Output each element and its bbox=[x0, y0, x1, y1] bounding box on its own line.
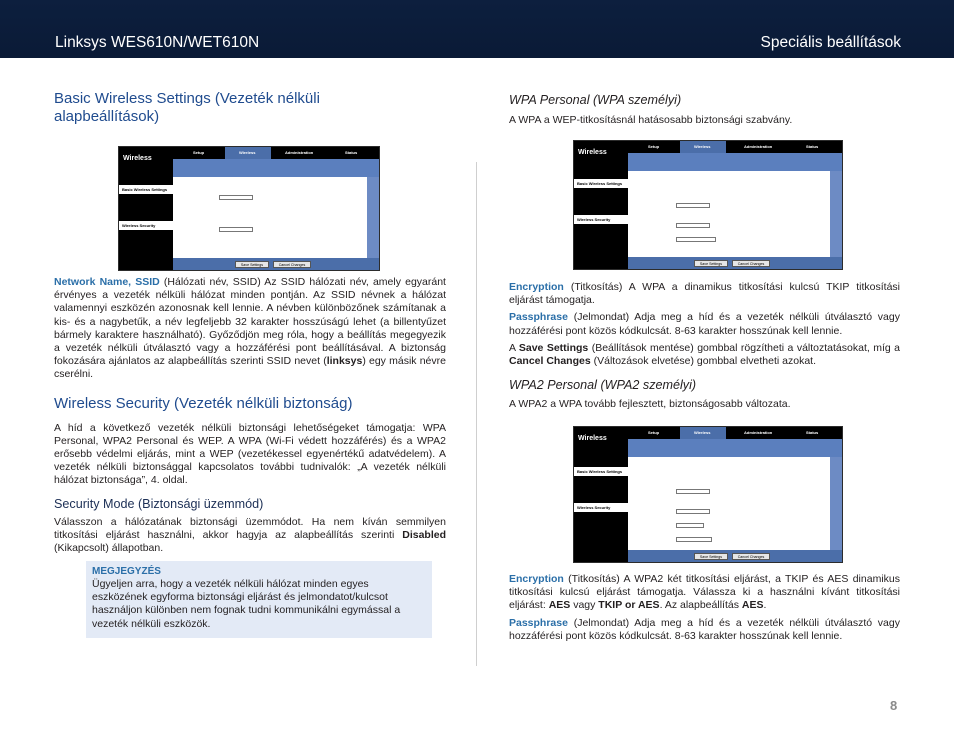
screenshot-title: Wireless bbox=[578, 435, 607, 442]
paragraph-wpa: A WPA a WEP-titkosításnál hatásosabb biztonsági szabvány. bbox=[509, 114, 793, 126]
subheading-wpa2-personal: WPA2 Personal (WPA2 személyi) bbox=[509, 378, 697, 393]
section-title-basic: Basic Wireless Settings (Vezeték nélküli alapbeállítások) bbox=[54, 90, 320, 125]
subheading-wpa-personal: WPA Personal (WPA személyi) bbox=[509, 93, 682, 107]
screenshot-tab: Administration bbox=[744, 430, 773, 435]
paragraph-passphrase-wpa: Passphrase (Jelmondat) Adja meg a híd és a vezeték nélküli útválasztó vagy hozzáférési pont közös kódkulcsát. 8-63 karakter hosszúnak kell lennie. bbox=[509, 311, 900, 337]
paragraph-encryption-wpa2: Encryption (Titkosítás) A WPA2 két titkosítási eljárást, a TKIP és AES dinamikus titkosítási kulcsú eljárást támogatja. Válassza ki a használni kívánt titkosítási eljárást: AES vagy TKIP or AES. Az alapbeállítás AES. bbox=[509, 573, 900, 612]
paragraph-security-mode: Válasszon a hálózatának biztonsági üzemmódot. Ha nem kíván semmilyen titkosítási eljárást használni, akkor hagyja az alapbeállítás szerinti Disabled (Kikapcsolt) állapotban. bbox=[54, 515, 446, 555]
screenshot-tab: Status bbox=[345, 150, 358, 155]
column-divider bbox=[476, 162, 477, 666]
screenshot-cancel-button: Cancel Changes bbox=[732, 553, 770, 560]
screenshot-tab: Administration bbox=[744, 144, 773, 149]
subheading-security-mode: Security Mode (Biztonsági üzemmód) bbox=[54, 496, 264, 511]
screenshot-cancel-button: Cancel Changes bbox=[273, 261, 311, 268]
right-column-middle bbox=[509, 281, 900, 411]
screenshot-tab: Wireless bbox=[694, 430, 711, 435]
header-section: Speciális beállítások bbox=[760, 34, 901, 51]
screenshot-save-button: Save Settings bbox=[694, 260, 728, 267]
page-header bbox=[0, 0, 954, 58]
note-text: Ügyeljen arra, hogy a vezeték nélküli hálózat minden egyes eszközének egyforma biztonsági eljárást és jelmondatot/kulcsot használjon különben nem fognak tudni kommunikálni egymással a vezeték nélküli eszközök. bbox=[92, 578, 401, 630]
right-column-bottom bbox=[509, 573, 900, 643]
screenshot-tab: Administration bbox=[285, 150, 314, 155]
screenshot-basic-wireless: Wireless Setup Wireless Administration Status Basic Wireless Settings Wireless Security Save Settings Cancel Changes bbox=[118, 146, 380, 271]
right-column-top bbox=[509, 90, 900, 127]
header-product: Linksys WES610N/WET610N bbox=[55, 34, 260, 51]
screenshot-cancel-button: Cancel Changes bbox=[732, 260, 770, 267]
paragraph-save-settings: A Save Settings (Beállítások mentése) gombbal rögzítheti a változtatásokat, míg a Cancel Changes (Változások elvetése) gombbal elvetheti azokat. bbox=[509, 341, 900, 368]
screenshot-tab: Wireless bbox=[239, 150, 256, 155]
screenshot-save-button: Save Settings bbox=[235, 261, 269, 268]
screenshot-wpa: Wireless Setup Wireless Administration Status Basic Wireless Settings Wireless Security Save Settings Cancel Changes bbox=[573, 140, 843, 270]
paragraph-passphrase-wpa2: Passphrase (Jelmondat) Adja meg a híd és a vezeték nélküli útválasztó vagy hozzáférési pont közös kódkulcsát. 8-63 karakter hosszúnak kell lennie. bbox=[509, 616, 900, 642]
paragraph-ssid: Network Name, SSID (Hálózati név, SSID) Az SSID hálózati név, amely egyaránt érvényes a vezeték nélküli hálózat minden pontján. Az SSID névnek a hálózat valamennyi eszközén azonosnak kell lennie. A névben különbözőnek számítanak a kis- és a nagybetűk, a név legfeljebb 32 karakter hosszúságú lehet (a billentyűzet bármely karaktere használható). Győződjön meg róla, hogy a beállítás megegyezik a vezeték nélküli útválasztó vagy a hozzáférési pont beállításával. A biztonság fokozására ajánlatos az alapbeállítás szerinti SSID nevet (linksys) egy másik névre cserélni. bbox=[54, 276, 446, 381]
note-title: MEGJEGYZÉS bbox=[92, 566, 161, 577]
paragraph-wpa2: A WPA2 a WPA tovább fejlesztett, biztonságosabb változata. bbox=[509, 398, 791, 411]
screenshot-tab: Status bbox=[806, 144, 819, 149]
screenshot-tab: Setup bbox=[193, 150, 205, 155]
page-number: 8 bbox=[890, 698, 898, 713]
screenshot-save-button: Save Settings bbox=[694, 553, 728, 560]
screenshot-wpa2: Wireless Setup Wireless Administration Status Basic Wireless Settings Wireless Security Save Settings Cancel Changes bbox=[573, 426, 843, 563]
paragraph-encryption-wpa: Encryption (Titkosítás) A WPA a dinamikus titkosítási kulcsú TKIP titkosítási eljárást támogatja. bbox=[509, 281, 900, 307]
note-box bbox=[86, 561, 432, 638]
screenshot-tab: Setup bbox=[648, 430, 660, 435]
section-title-security: Wireless Security (Vezeték nélküli biztonság) bbox=[54, 394, 353, 412]
paragraph-security-intro: A híd a következő vezeték nélküli biztonsági lehetőségeket támogatja: WPA Personal, WPA2 Personal és WEP. A WPA (Wi-Fi védett hozzáférés) és a WPA2 erősebb védelmi eljárás, mint a WEP (vezetékessel egyenértékű adatvédelem). A vezeték nélküli biztonsággal kapcsolatos további tudnivalók: „A vezeték nélküli hálózat biztonsága”, 4. oldal. bbox=[54, 421, 446, 487]
left-body bbox=[54, 276, 446, 555]
screenshot-tab: Status bbox=[806, 430, 819, 435]
left-column bbox=[54, 90, 446, 126]
screenshot-tab: Wireless bbox=[694, 144, 711, 149]
screenshot-title: Wireless bbox=[123, 155, 152, 162]
screenshot-title: Wireless bbox=[578, 149, 607, 156]
screenshot-tab: Setup bbox=[648, 144, 660, 149]
